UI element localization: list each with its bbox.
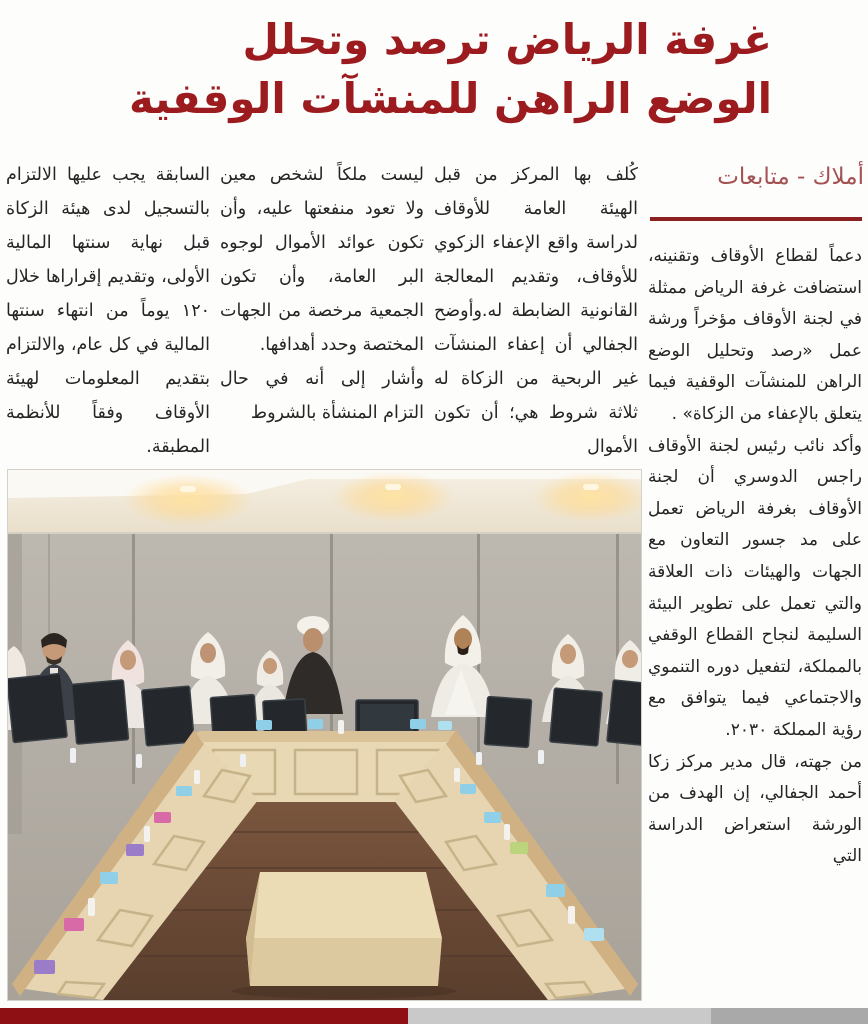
paragraph: ليست ملكاً لشخص معين ولا تعود منفعتها عليه، وأن تكون عوائد الأموال لوجوه البر العامة، وأن تكون الجمعية مرخصة من الجهات المختصة وحدد أهدافها. [220,165,424,355]
footer-dark-gray-segment [711,1008,868,1024]
article-headline [128,10,772,128]
paragraph: كُلف بها المركز من قبل الهيئة العامة للأوقاف لدراسة واقع الإعفاء الزكوي للأوقاف، وتقديم المعالجة القانونية الضابطة له.وأوضح الجفالي أن إعفاء المنشآت غير الربحية من الزكاة له ثلاثة شروط هي؛ أن تكون الأموال [434,165,638,457]
article-column-4 [6,158,210,464]
ceiling-lights [8,470,641,532]
center-table [232,872,456,999]
article-column-1 [648,241,862,873]
headline-line-2: الوضع الراهن للمنشآت الوقفية [128,74,772,123]
paragraph: السابقة يجب عليها الالتزام بالتسجيل لدى هيئة الزكاة قبل نهاية سنتها المالية الأولى، وتقديم إقراراها خلال ١٢٠ يوماً من انتهاء سنتها المالية في كل عام، والالتزام بتقديم المعلومات لهيئة الأوقاف وفقاً للأنظمة المطبقة. [6,165,210,457]
article-column-3 [220,158,424,430]
paragraph: دعماً لقطاع الأوقاف وتقنينه، استضافت غرفة الرياض ممثلة في لجنة الأوقاف مؤخراً ورشة عمل «رصد وتحليل الوضع الراهن للمنشآت الوقفية فيما يتعلق بالإعفاء من الزكاة» . [648,246,862,424]
footer-red-segment [0,1008,408,1024]
headline-line-1: غرفة الرياض ترصد وتحلل [242,15,772,64]
footer-light-gray-segment [408,1008,711,1024]
paragraph: من جهته، قال مدير مركز زكا أحمد الجفالي، إن الهدف من الورشة استعراض الدراسة التي [648,751,862,867]
page-footer-bar [0,1008,868,1024]
section-label: أملاك - متابعات [717,164,864,190]
meeting-photo [8,470,641,1000]
paragraph: وأشار إلى أنه في حال التزام المنشأة بالشروط [220,369,424,423]
article-column-2 [434,158,638,464]
paragraph: وأكد نائب رئيس لجنة الأوقاف راجس الدوسري أن لجنة الأوقاف بغرفة الرياض تعمل على مد جسور التعاون مع الجهات والهيئات ذات العلاقة والتي تعمل على تطوير البيئة السليمة لنجاح القطاع الوقفي بالمملكة، لتفعيل دوره التنموي والاجتماعي فيما يتوافق مع رؤية المملكة ٢٠٣٠. [648,435,862,740]
section-divider-rule [650,217,862,221]
